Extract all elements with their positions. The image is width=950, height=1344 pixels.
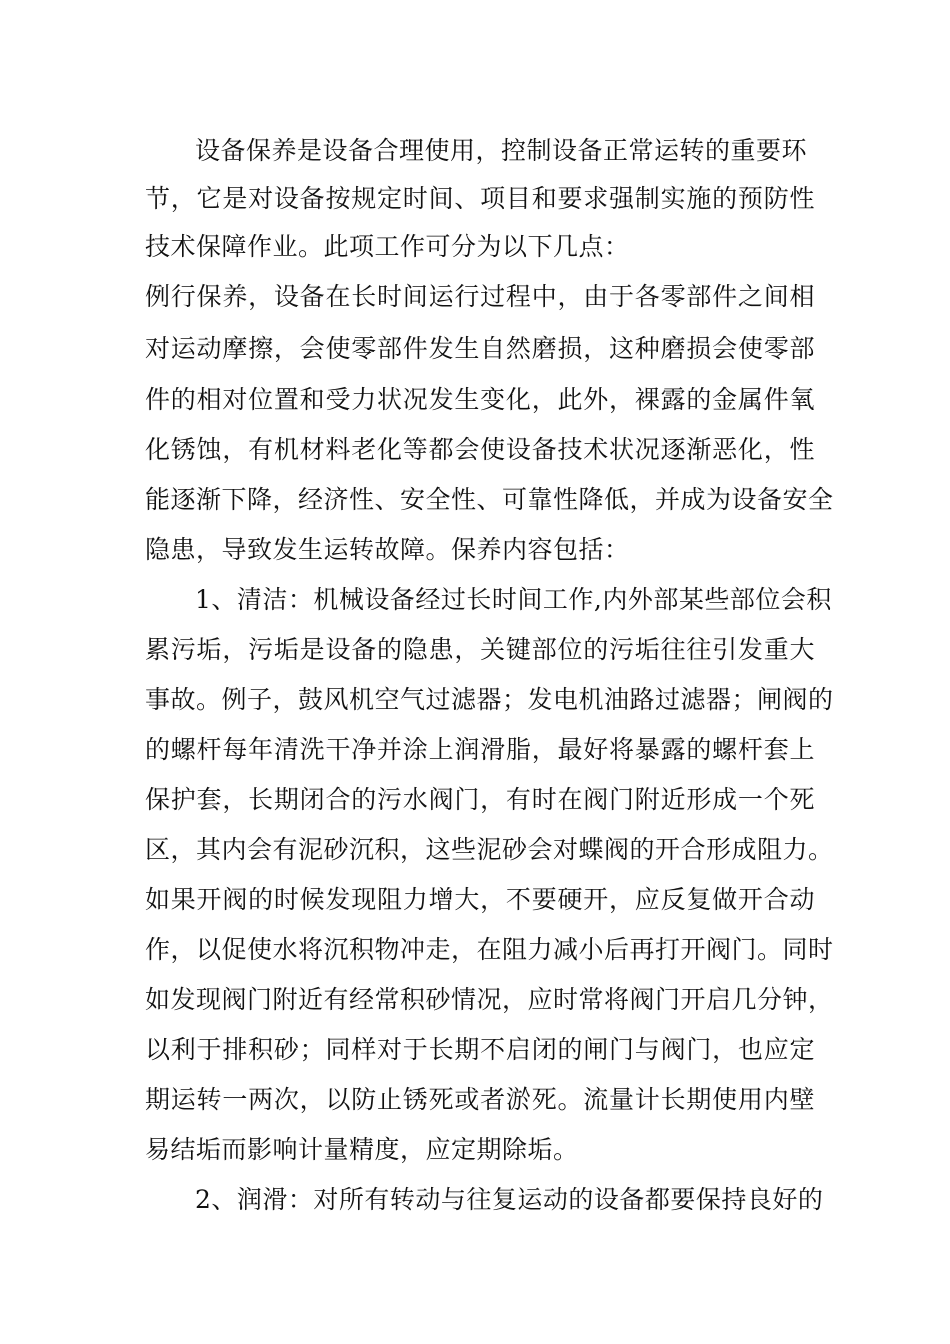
text-line: 节，它是对设备按规定时间、项目和要求强制实施的预防性 [145, 184, 815, 213]
text-line: 保护套，长期闭合的污水阀门，有时在阀门附近形成一个死 [145, 785, 815, 814]
text-line: 事故。例子，鼓风机空气过滤器；发电机油路过滤器；闸阀的 [145, 685, 834, 714]
text-line: 2、润滑：对所有转动与往复运动的设备都要保持良好的 [195, 1185, 824, 1214]
text-line: 隐患，导致发生运转故障。保养内容包括： [145, 535, 630, 564]
text-line: 易结垢而影响计量精度，应定期除垢。 [145, 1135, 579, 1164]
text-line: 化锈蚀，有机材料老化等都会使设备技术状况逐渐恶化，性 [145, 435, 815, 464]
text-line: 设备保养是设备合理使用，控制设备正常运转的重要环 [195, 136, 808, 165]
text-line: 能逐渐下降，经济性、安全性、可靠性降低，并成为设备安全 [145, 485, 834, 514]
text-line: 作，以促使水将沉积物冲走，在阻力减小后再打开阀门。同时 [145, 935, 834, 964]
text-line: 技术保障作业。此项工作可分为以下几点： [145, 232, 630, 261]
text-line: 的螺杆每年清洗干净并涂上润滑脂，最好将暴露的螺杆套上 [145, 735, 815, 764]
text-line: 区，其内会有泥砂沉积，这些泥砂会对蝶阀的开合形成阻力。 [145, 835, 834, 864]
text-line: 1、清洁：机械设备经过长时间工作,内外部某些部位会积 [195, 585, 832, 614]
text-line: 例行保养，设备在长时间运行过程中，由于各零部件之间相 [145, 282, 815, 311]
text-line: 如发现阀门附近有经常积砂情况，应时常将阀门开启几分钟， [145, 985, 834, 1014]
text-line: 件的相对位置和受力状况发生变化，此外，裸露的金属件氧 [145, 385, 815, 414]
text-line: 以利于排积砂；同样对于长期不启闭的闸门与阀门，也应定 [145, 1035, 815, 1064]
text-line: 对运动摩擦，会使零部件发生自然磨损，这种磨损会使零部 [145, 334, 815, 363]
text-line: 如果开阀的时候发现阻力增大，不要硬开，应反复做开合动 [145, 885, 815, 914]
text-line: 累污垢，污垢是设备的隐患，关键部位的污垢往往引发重大 [145, 635, 815, 664]
text-line: 期运转一两次，以防止锈死或者淤死。流量计长期使用内壁 [145, 1085, 815, 1114]
